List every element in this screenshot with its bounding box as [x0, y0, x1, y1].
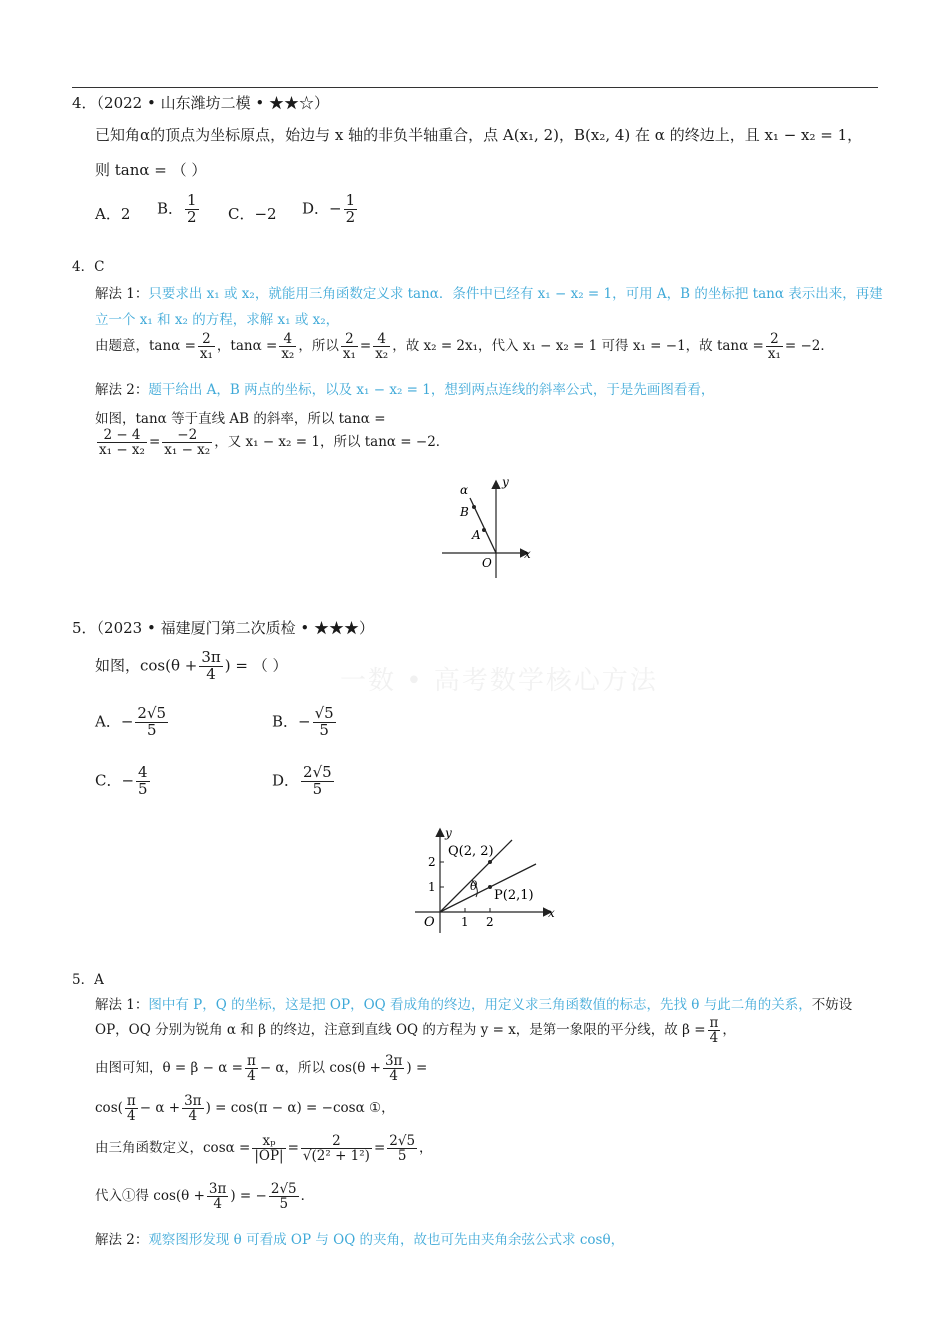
q5-fig-x-label: x [548, 906, 555, 920]
a4-m1-frac5-den: x₁ [767, 346, 781, 363]
a5-method1-hint [95, 993, 852, 1013]
a4-m1-frac2 [279, 332, 296, 361]
a4-m1-frac4-num: 4 [373, 332, 390, 347]
a4-method2-label: 解法 2： [95, 382, 149, 398]
a5-method1-line4 [95, 1094, 395, 1123]
q5-fig-x-tick-1-label: 1 [461, 915, 469, 929]
a4-m1-frac3-den: x₁ [342, 346, 356, 363]
a4-m2-frac1-num: 2 − 4 [97, 428, 147, 443]
q5-choice-b [272, 706, 338, 739]
q5-choice-a-label: A．− [95, 712, 134, 731]
a4-method2-line1: 如图，tanα 等于直线 AB 的斜率，所以 tanα = [95, 411, 386, 427]
a5-m1-l3-frac2 [383, 1054, 404, 1083]
a5-m1-l3-c: ) = [406, 1060, 428, 1077]
q4-fig-o-label: O [482, 556, 492, 570]
a5-method1-tail: 不妨设 [811, 997, 853, 1013]
q4-choice-d-den: 2 [345, 207, 356, 226]
q4-choice-d [302, 193, 359, 226]
a4-m1-l1-b: ，tanα = [216, 338, 278, 355]
q5-choice-b-num: √5 [314, 704, 334, 722]
q5-stem [95, 650, 288, 683]
a4-m2-frac2 [162, 428, 212, 457]
a5-m1-l2-b: ， [722, 1022, 736, 1039]
a5-m1-l3-b: − α，所以 cos(θ + [259, 1060, 381, 1077]
q4-fig-point-b [472, 505, 476, 509]
a4-m1-l1-c: ，所以 [298, 338, 339, 355]
q4-choice-d-frac [344, 193, 358, 226]
q5-choice-a [95, 706, 170, 739]
a5-m1-l6-frac2 [269, 1182, 299, 1211]
a5-m1-l3-den: 4 [247, 1068, 256, 1085]
a5-m1-l4-num2: 3π [184, 1093, 202, 1109]
a5-method2-label: 解法 2： [95, 1232, 149, 1248]
a5-m1-l5-frac3 [387, 1134, 417, 1163]
q5-choice-d-den: 5 [312, 779, 323, 798]
q4-choice-d-num: 1 [345, 191, 356, 209]
a5-m1-l6-den: 4 [213, 1196, 222, 1213]
a5-m1-l6-a: 代入①得 cos(θ + [95, 1188, 205, 1205]
a4-m1-l1-f: = −2． [784, 338, 834, 355]
q5-choice-b-label: B．− [272, 712, 311, 731]
a4-answer: 4．C [72, 259, 105, 275]
q5-choice-c-num: 4 [138, 763, 148, 781]
a5-m1-l6-den2: 5 [279, 1196, 289, 1213]
a4-m1-frac5-num: 2 [766, 332, 783, 347]
q4-header: 4．（2022 • 山东潍坊二模 • ★★☆） [72, 94, 329, 112]
a4-method1-hint2: 立一个 x₁ 和 x₂ 的方程，求解 x₁ 或 x₂， [95, 312, 340, 328]
a4-m1-frac4 [373, 332, 390, 361]
q5-choice-c-den: 5 [138, 779, 148, 798]
q4-fig-x-label: x [524, 547, 531, 561]
a4-method2-hint [95, 378, 714, 398]
a4-m1-frac2-num: 4 [279, 332, 296, 347]
a5-method1-line6 [95, 1182, 314, 1211]
q5-choice-a-den: 5 [146, 720, 157, 739]
a4-m1-l1-d: = [359, 338, 372, 355]
q5-fig-y-tick-2-label: 2 [428, 855, 436, 869]
a4-m1-l1-a: 由题意，tanα = [95, 338, 196, 355]
q5-fig-point-q [488, 860, 492, 864]
a5-m1-l5-den: |OP| [254, 1148, 284, 1165]
q5-fig-point-p [488, 885, 492, 889]
q5-figure [410, 825, 560, 935]
a4-m2-l2-eq: = [148, 434, 161, 451]
a5-m1-l3-num2: 3π [384, 1053, 403, 1069]
watermark: 一数 • 高考数学核心方法 [340, 666, 658, 696]
a5-m1-l2-den: 4 [709, 1030, 719, 1047]
a5-m1-l2-num: π [709, 1015, 719, 1031]
q5-stem-a: 如图，cos(θ + [95, 656, 198, 675]
a4-m1-frac3-num: 2 [341, 332, 358, 347]
q5-header: 5．（2023 • 福建厦门第二次质检 • ★★★） [72, 619, 374, 637]
q5-stem-frac [199, 650, 222, 683]
a4-m1-frac5 [766, 332, 783, 361]
q4-choice-d-label: D．− [302, 199, 342, 218]
q4-stem-line2: 则 tanα = （ ） [95, 161, 207, 179]
a5-m1-l4-a: cos( [95, 1100, 123, 1117]
q4-choice-b-frac [185, 193, 199, 226]
a5-m1-l6-frac1 [207, 1182, 228, 1211]
a4-method1-line1 [95, 332, 834, 361]
a5-m1-l3-den2: 4 [389, 1068, 398, 1085]
q5-choice-c-label: C．− [95, 771, 135, 790]
a5-m1-l6-num: 3π [208, 1181, 227, 1197]
q5-choice-a-num: 2√5 [137, 704, 167, 722]
a5-m1-l6-c: ． [300, 1188, 315, 1205]
q5-choice-d-label: D． [272, 771, 300, 790]
a5-m1-l5-frac1 [252, 1134, 285, 1163]
q5-stem-den: 4 [206, 664, 216, 683]
a5-method1-line3 [95, 1054, 427, 1083]
a4-m1-frac1-den: x₁ [199, 346, 213, 363]
a4-m1-frac3 [341, 332, 358, 361]
q5-choice-a-frac [135, 706, 168, 739]
q5-choice-c [95, 765, 152, 798]
a5-m1-l5-a: 由三角函数定义，cosα = [95, 1140, 251, 1157]
q4-stem-line1: 已知角α的顶点为坐标原点，始边与 x 轴的非负半轴重合，点 A(x₁, 2)，B(x₂, 4) 在 α 的终边上，且 x₁ − x₂ = 1， [95, 126, 863, 144]
a4-m1-frac4-den: x₂ [375, 346, 389, 363]
a5-m1-l5-frac2 [301, 1134, 372, 1163]
a5-method1-line2 [95, 1016, 736, 1045]
q5-fig-y-label: y [445, 826, 452, 840]
a4-m2-frac1-den: x₁ − x₂ [99, 442, 145, 459]
a5-m1-l5-c: = [373, 1140, 386, 1157]
q4-choice-b-label: B． [157, 199, 184, 218]
a5-m1-l4-frac1 [125, 1094, 138, 1123]
q4-choice-b-den: 2 [187, 207, 197, 226]
a5-m1-l4-den: 4 [127, 1108, 136, 1125]
a5-m1-l4-num: π [126, 1093, 136, 1109]
a5-m1-l5-d: ， [419, 1140, 433, 1157]
q4-choice-a: A．2 [95, 205, 131, 223]
q5-fig-p-label: P(2,1) [494, 888, 534, 903]
q5-fig-theta-label: θ [470, 879, 478, 893]
a5-method1-hint-text: 图中有 P，Q 的坐标，这是把 OP，OQ 看成角的终边，用定义求三角函数值的标志，先找 θ 与此二角的关系， [148, 997, 812, 1013]
q5-choice-d [272, 765, 336, 798]
a5-m1-l4-den2: 4 [188, 1108, 198, 1125]
a5-m1-l5-num: xₚ [252, 1134, 285, 1149]
q5-stem-num: 3π [201, 648, 221, 666]
a5-answer: 5．A [72, 972, 104, 988]
q4-choice-b [157, 193, 201, 226]
a5-m1-l5-den2: √(2² + 1²) [302, 1148, 370, 1165]
q4-fig-b-label: B [460, 505, 469, 519]
a4-method1-hint1 [95, 282, 883, 302]
a5-m1-l3-frac1 [245, 1054, 258, 1083]
a5-method2-hint-text: 观察图形发现 θ 可看成 OP 与 OQ 的夹角，故也可先由夹角余弦公式求 cosθ， [148, 1232, 625, 1248]
q4-fig-y-label: y [502, 475, 509, 489]
a5-m1-l3-num: π [246, 1053, 256, 1069]
a4-m2-frac1 [97, 428, 147, 457]
a5-m1-l4-frac2 [182, 1094, 203, 1123]
q4-figure [430, 470, 540, 580]
q5-choice-d-num: 2√5 [303, 763, 332, 781]
a4-method2-hint-text: 题干给出 A，B 两点的坐标，以及 x₁ − x₂ = 1，想到两点连线的斜率公式，于是先画图看看， [148, 382, 715, 398]
a5-m1-l6-num2: 2√5 [270, 1181, 297, 1197]
q5-fig-q-label: Q(2, 2) [448, 844, 494, 859]
a5-m1-l5-num2: 2 [301, 1134, 372, 1149]
a4-m1-l1-e: ，故 x₂ = 2x₁，代入 x₁ − x₂ = 1 可得 x₁ = −1，故 tanα = [392, 338, 764, 355]
q5-choice-d-frac [301, 765, 334, 798]
a5-m1-l5-b: = [287, 1140, 299, 1157]
a4-m2-l2-b: ，又 x₁ − x₂ = 1，所以 tanα = −2． [214, 434, 450, 451]
a4-m2-frac2-den: x₁ − x₂ [164, 442, 211, 459]
q4-fig-point-a [482, 528, 486, 532]
a4-method2-line2 [95, 428, 449, 457]
a5-m1-l6-b: ) = − [230, 1188, 267, 1205]
a5-m1-l2-a: OP，OQ 分别为锐角 α 和 β 的终边，注意到直线 OQ 的方程为 y = x，是第一象限的平分线，故 β = [95, 1022, 706, 1039]
q5-choice-c-frac [136, 765, 150, 798]
q5-choice-b-den: 5 [319, 720, 329, 739]
a4-method1-label: 解法 1： [95, 286, 149, 302]
q5-fig-y-tick-1-label: 1 [428, 880, 436, 894]
a5-m1-l5-num3: 2√5 [389, 1133, 416, 1149]
a5-method2-hint [95, 1228, 624, 1248]
q4-choice-b-num: 1 [187, 191, 197, 209]
a5-method1-label: 解法 1： [95, 997, 149, 1013]
q4-fig-alpha-label: α [460, 483, 469, 497]
a5-m1-l3-a: 由图可知，θ = β − α = [95, 1060, 243, 1077]
a4-m1-frac1-num: 2 [198, 332, 215, 347]
top-rule [72, 87, 878, 88]
a4-m1-frac2-den: x₂ [281, 346, 295, 363]
a4-m2-frac2-num: −2 [162, 428, 212, 443]
a5-m1-l5-den3: 5 [397, 1148, 407, 1165]
a5-m1-l4-c: ) = cos(π − α) = −cosα ①， [205, 1100, 395, 1117]
q5-fig-o-label: O [424, 915, 435, 930]
a4-method1-hint-text: 只要求出 x₁ 或 x₂，就能用三角函数定义求 tanα．条件中已经有 x₁ − x₂ = 1，可用 A，B 的坐标把 tanα 表示出来，再建 [148, 286, 883, 302]
a5-method1-line5 [95, 1134, 433, 1163]
a5-m1-l4-b: − α + [139, 1100, 181, 1117]
q5-stem-b: ) = （ ） [224, 656, 288, 675]
q5-fig-x-tick-2-label: 2 [486, 915, 494, 929]
a4-m1-frac1 [198, 332, 215, 361]
q4-fig-a-label: A [472, 528, 481, 542]
a5-m1-l2-frac [708, 1016, 721, 1045]
q4-choice-c: C．−2 [228, 205, 277, 223]
q5-choice-b-frac [313, 706, 336, 739]
